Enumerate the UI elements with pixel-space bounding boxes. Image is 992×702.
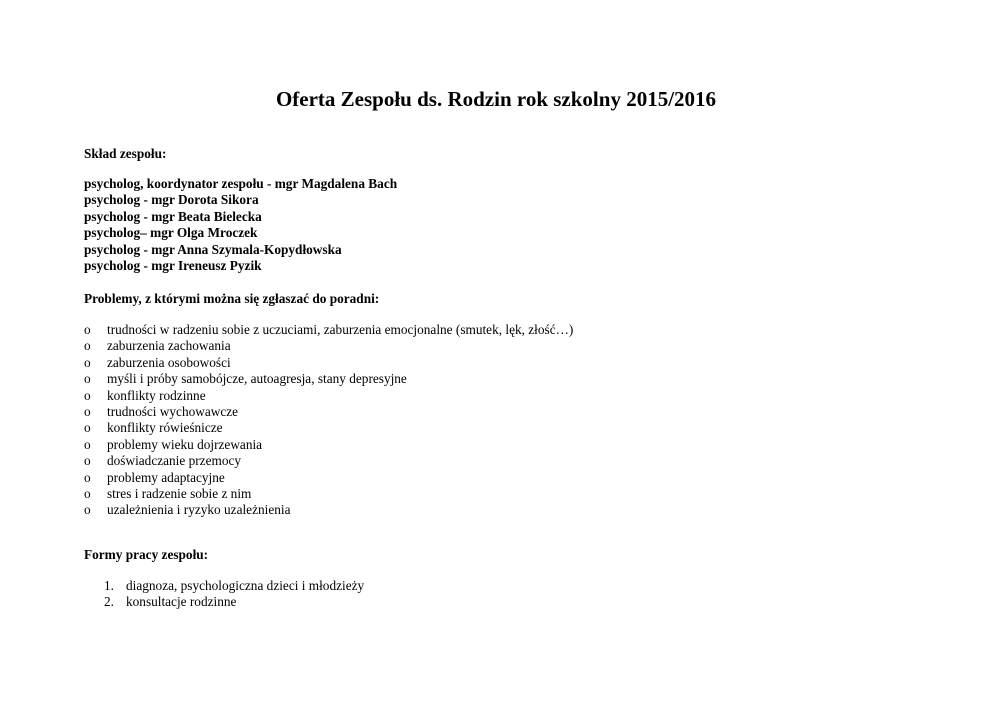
bullet-marker: o	[84, 502, 91, 518]
list-item-text: problemy adaptacyjne	[107, 469, 225, 485]
list-item	[84, 388, 573, 404]
list-item	[84, 322, 573, 338]
team-member: psycholog - mgr Ireneusz Pyzik	[84, 258, 262, 274]
problems-list	[84, 322, 573, 519]
list-item-text: problemy wieku dojrzewania	[107, 436, 263, 452]
list-item	[84, 453, 573, 469]
list-item	[104, 594, 364, 610]
list-item	[84, 420, 573, 436]
bullet-marker: o	[84, 338, 91, 354]
bullet-marker: o	[84, 387, 91, 403]
list-item	[84, 486, 573, 502]
list-item	[84, 355, 573, 371]
bullet-marker: o	[84, 354, 91, 370]
team-member: psycholog - mgr Beata Bielecka	[84, 208, 262, 224]
bullet-marker: o	[84, 453, 91, 469]
bullet-marker: o	[84, 404, 91, 420]
item-number: 1.	[104, 578, 114, 593]
list-item-text: diagnoza, psychologiczna dzieci i młodzieży	[126, 578, 365, 593]
list-item-text: trudności w radzeniu sobie z uczuciami, zaburzenia emocjonalne (smutek, lęk, złość…)	[107, 322, 574, 337]
list-item	[84, 371, 573, 387]
list-item-text: myśli i próby samobójcze, autoagresja, stany depresyjne	[107, 371, 407, 387]
bullet-marker: o	[84, 420, 91, 436]
forms-list	[104, 578, 364, 611]
document-title: Oferta Zespołu ds. Rodzin rok szkolny 2015/2016	[275, 87, 717, 111]
team-members-list	[84, 176, 397, 274]
team-member: psycholog– mgr Olga Mroczek	[84, 225, 258, 241]
list-item	[84, 437, 573, 453]
list-item	[84, 338, 573, 354]
list-item-text: konflikty rówieśnicze	[107, 420, 223, 436]
bullet-marker: o	[84, 436, 91, 452]
team-member: psycholog, koordynator zespołu - mgr Magdalena Bach	[84, 176, 398, 191]
list-item-text: konsultacje rodzinne	[126, 594, 237, 610]
bullet-marker: o	[84, 486, 91, 502]
team-member: psycholog - mgr Dorota Sikora	[84, 192, 259, 208]
list-item-text: stres i radzenie sobie z nim	[107, 486, 252, 502]
list-item	[104, 578, 364, 594]
item-number: 2.	[104, 594, 114, 610]
list-item-text: trudności wychowawcze	[107, 404, 239, 420]
list-item-text: konflikty rodzinne	[107, 387, 206, 403]
list-item	[84, 404, 573, 420]
forms-heading: Formy pracy zespołu:	[84, 547, 209, 562]
list-item-text: doświadczanie przemocy	[107, 453, 242, 469]
list-item	[84, 502, 573, 518]
team-member: psycholog - mgr Anna Szymala-Kopydłowska	[84, 241, 342, 257]
bullet-marker: o	[84, 469, 91, 485]
bullet-marker: o	[84, 371, 91, 387]
list-item-text: zaburzenia osobowości	[107, 354, 231, 370]
list-item-text: uzależnienia i ryzyko uzależnienia	[107, 502, 291, 518]
problems-heading: Problemy, z którymi można się zgłaszać do poradni:	[84, 291, 380, 306]
list-item	[84, 470, 573, 486]
team-heading: Skład zespołu:	[84, 146, 167, 161]
bullet-marker: o	[84, 322, 91, 337]
list-item-text: zaburzenia zachowania	[107, 338, 231, 354]
